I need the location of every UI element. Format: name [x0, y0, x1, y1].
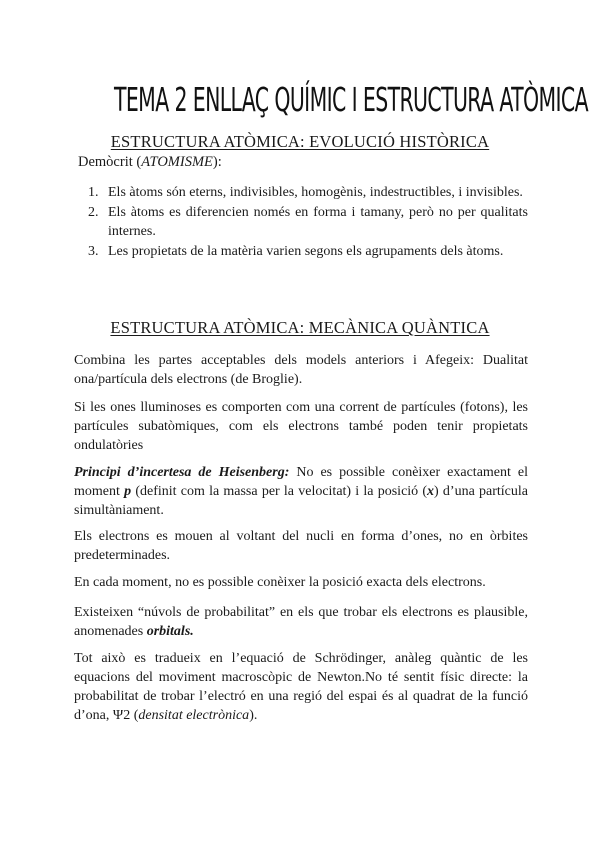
heisenberg-text-c: ) d’una partícula simultàniament. — [74, 484, 528, 518]
list-item — [88, 183, 528, 203]
densitat-term: densitat electrònica — [138, 708, 250, 723]
page-title: TEMA 2 ENLLAÇ QUÍMIC I ESTRUCTURA ATÒMICA — [114, 80, 588, 119]
list-number: 1. — [88, 185, 99, 200]
paragraph-dualitat: Combina les partes acceptables dels models anteriors i Afegeix: Dualitat ona/partícula dels electrons (de Broglie). — [74, 353, 528, 387]
paragraph-posicio: En cada moment, no es possible conèixer la posició exacta dels electrons. — [74, 575, 486, 590]
schrodinger-end: ). — [249, 708, 258, 723]
intro-end: ): — [212, 154, 222, 170]
orbitals-term: orbitals. — [146, 624, 194, 639]
paragraph-heisenberg — [74, 463, 528, 520]
paragraph-schrodinger — [74, 649, 528, 725]
orbitals-text: Existeixen “núvols de probabilitat” en els que trobar els electrons es plausible, anomenades — [74, 605, 528, 639]
paragraph-ones-electrons: Els electrons es mouen al voltant del nucli en forma d’ones, no en òrbites predeterminades. — [74, 529, 528, 563]
heisenberg-label: Principi d’incertesa de Heisenberg: — [74, 465, 290, 480]
paragraph-orbitals — [74, 603, 528, 641]
list-number: 3. — [88, 243, 99, 259]
list-text: Les propietats de la matèria varien segons els agrupaments dels àtoms. — [108, 243, 504, 259]
section-heading-history: ESTRUCTURA ATÒMICA: EVOLUCIÓ HISTÒRICA — [110, 132, 490, 151]
atomism-list — [88, 183, 528, 261]
democrit-intro — [78, 154, 222, 171]
symbol-p: p — [124, 484, 132, 499]
list-item — [88, 242, 528, 262]
intro-name: Demòcrit ( — [78, 154, 142, 170]
schrodinger-text: Tot això es tradueix en l’equació de Schrödinger, anàleg quàntic de les equacions del moviment macroscòpic de Newton.No té sentit físic directe: la probabilitat de trobar l’electró en una regió del espai és al quadrat de la funció d’ona, Ψ2 ( — [74, 651, 528, 723]
list-text: Els àtoms són eterns, indivisibles, homogènis, indestructibles, i invisibles. — [108, 185, 523, 200]
heisenberg-text-b: (definit com la massa per la velocitat) i la posició ( — [131, 484, 428, 499]
list-number: 2. — [88, 204, 99, 220]
list-item — [88, 203, 528, 242]
symbol-x: x — [427, 484, 435, 499]
heisenberg-text-a: No es possible conèixer exactament el moment — [74, 465, 528, 499]
list-text: Els àtoms es diferencien només en forma i tamany, però no per qualitats internes. — [108, 204, 528, 239]
section-heading-quantum: ESTRUCTURA ATÒMICA: MECÀNICA QUÀNTICA — [110, 318, 490, 337]
intro-term: ATOMISME — [141, 154, 213, 170]
paragraph-ones: Si les ones lluminoses es comporten com una corrent de partícules (fotons), les partícules subatòmiques, com els electrons també poden tenir propietats ondulatòries — [74, 400, 528, 453]
